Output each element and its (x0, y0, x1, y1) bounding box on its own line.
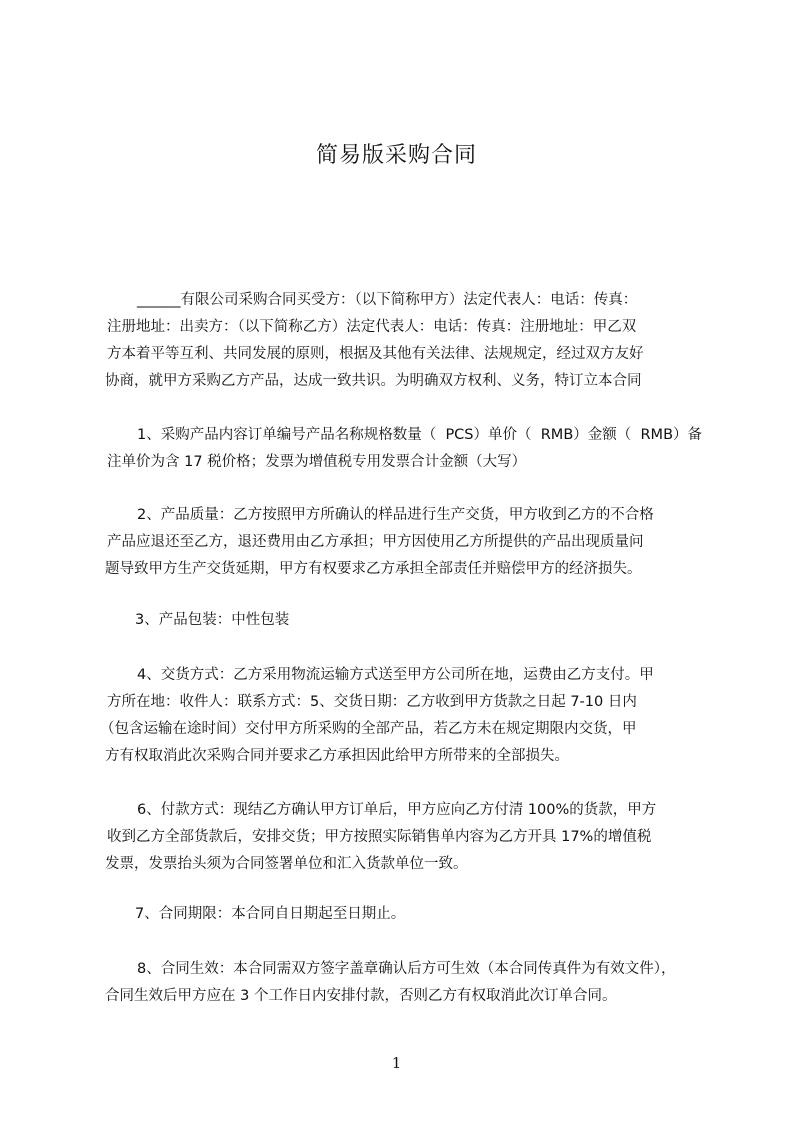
paragraph-line: 合同生效后甲方应在 3 个工作日内安排付款，否则乙方有权取消此次订单合同。 (105, 988, 617, 1004)
paragraph-line: 发票，发票抬头须为合同签署单位和汇入货款单位一致。 (105, 856, 468, 872)
paragraph-line: 2、产品质量：乙方按照甲方所确认的样品进行生产交货，甲方收到乙方的不合格 (137, 507, 654, 523)
paragraph-line: 注单价为含 17 税价格；发票为增值税专用发票合计金额（大写） (107, 454, 527, 470)
paragraph-line: 协商，就甲方采购乙方产品，达成一致共识。为明确双方权利、义务，特订立本合同 (105, 373, 642, 389)
paragraph-line: 方有权取消此次采购合同并要求乙方承担因此给甲方所带来的全部损失。 (105, 748, 569, 764)
paragraph-line: 1、采购产品内容订单编号产品名称规格数量（ PCS）单价（ RMB）金额（ RMB）备 (137, 427, 703, 443)
paragraph-line: 产品应退还至乙方，退还费用由乙方承担；甲方因使用乙方所提供的产品出现质量问 (107, 534, 644, 550)
paragraph-line: 8、合同生效：本合同需双方签字盖章确认后方可生效（本合同传真件为有效文件）， (137, 961, 676, 977)
page-number: 1 (391, 1054, 402, 1072)
paragraph-line: 方所在地：收件人：联系方式：5、交货日期：乙方收到甲方货款之日起 7-10 日内 (107, 694, 637, 710)
paragraph-line: 3、产品包装：中性包装 (135, 612, 290, 628)
paragraph-line: 方本着平等互利、共同发展的原则，根据及其他有关法律、法规规定，经过双方友好 (107, 346, 644, 362)
paragraph-line: 7、合同期限：本合同自日期起至日期止。 (135, 906, 406, 922)
paragraph-line: ______有限公司采购合同买受方：（以下简称甲方）法定代表人：电话：传真： (137, 292, 638, 308)
paragraph-line: 题导致甲方生产交货延期，甲方有权要求乙方承担全部责任并赔偿甲方的经济损失。 (105, 561, 642, 577)
document-title: 简易版采购合同 (315, 143, 477, 168)
paragraph-line: 4、交货方式：乙方采用物流运输方式送至甲方公司所在地，运费由乙方支付。甲 (137, 667, 654, 683)
paragraph-line: 注册地址：出卖方：（以下简称乙方）法定代表人：电话：传真：注册地址：甲乙双 (107, 319, 637, 335)
paragraph-line: （包含运输在途时间）交付甲方所采购的全部产品，若乙方未在规定期限内交货，甲 (100, 721, 637, 737)
paragraph-line: 6、付款方式：现结乙方确认甲方订单后，甲方应向乙方付清 100%的货款，甲方 (137, 802, 657, 818)
paragraph-line: 收到乙方全部货款后，安排交货；甲方按照实际销售单内容为乙方开具 17%的增值税 (107, 829, 652, 845)
